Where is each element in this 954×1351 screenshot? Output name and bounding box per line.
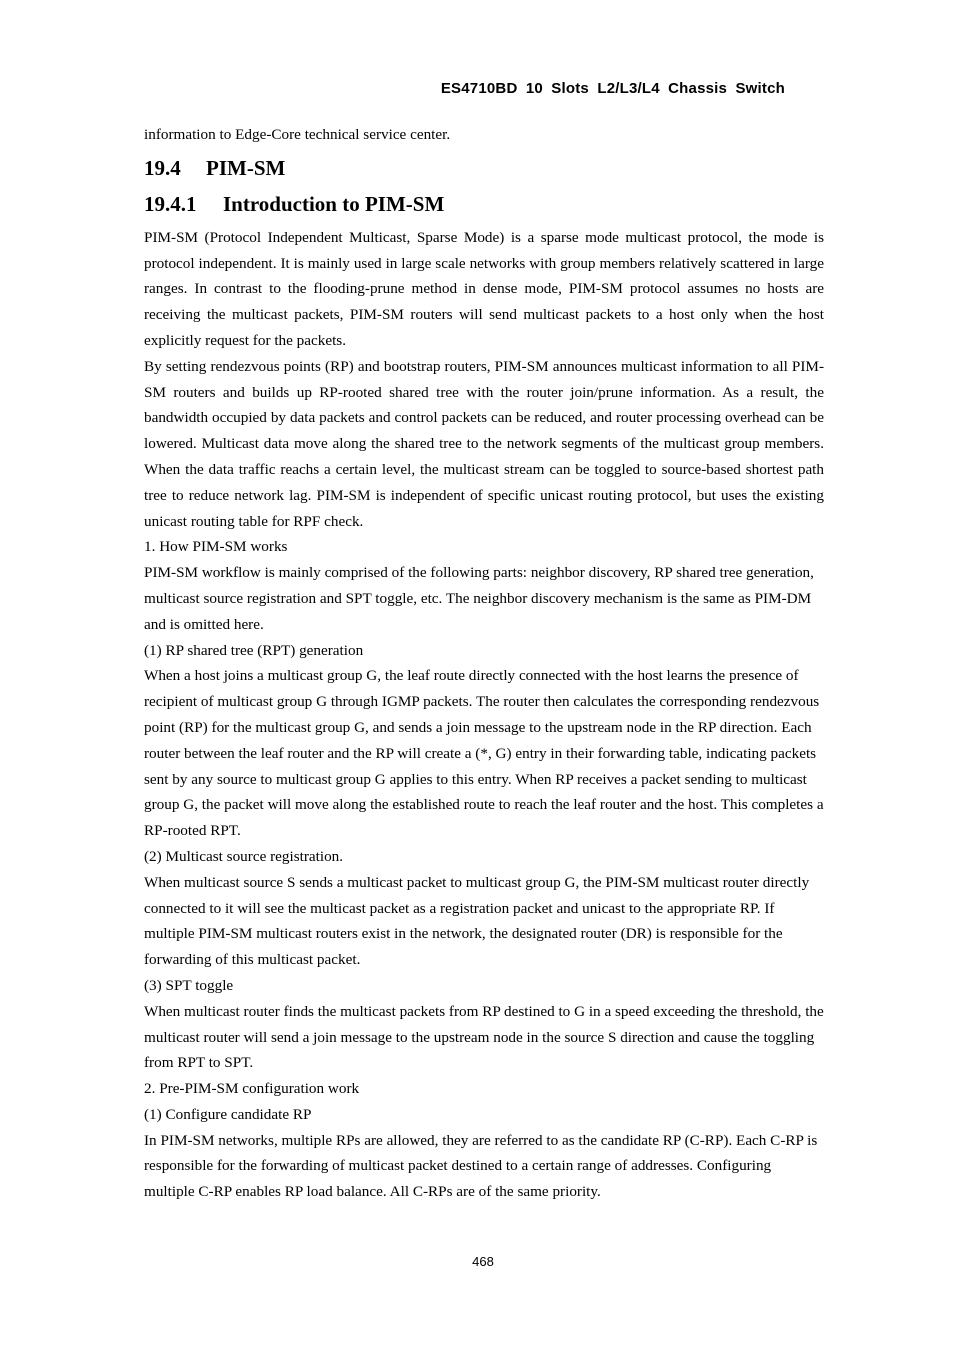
list-heading-candidate-rp: (1) Configure candidate RP (144, 1105, 312, 1123)
paragraph-workflow: PIM-SM workflow is mainly comprised of the following parts: neighbor discovery, RP shared tree generation, multicast source registration and SPT toggle, etc. The neighbor discovery mechanism is the same as PIM-DM and is omitted here. (144, 564, 814, 633)
intro-line: information to Edge-Core technical service center. (144, 126, 451, 143)
paragraph-rpt-generation: When a host joins a multicast group G, the leaf route directly connected with the host learns the presence of recipient of multicast group G through IGMP packets. The router then calculates the corresponding rendezvous point (RP) for the multicast group G, and sends a join message to the upstream node in the RP direction. Each router between the leaf router and the RP will create a (*, G) entry in their forwarding table, indicating packets sent by any source to multicast group G applies to this entry. When RP receives a packet sending to multicast group G, the packet will move along the established route to reach the leaf router and the host. This completes a RP-rooted RPT. (144, 667, 824, 840)
page-header: ES4710BD 10 Slots L2/L3/L4 Chassis Switch (440, 80, 785, 97)
subsection-title: Introduction to PIM-SM (223, 191, 445, 216)
list-heading-spt-toggle: (3) SPT toggle (144, 976, 234, 994)
section-heading (144, 150, 824, 186)
paragraph-pim-sm-definition: PIM-SM (Protocol Independent Multicast, Sparse Mode) is a sparse mode multicast protocol, the mode is protocol independent. It is mainly used in large scale networks with group members relatively scattered in large ranges. In contrast to the flooding-prune method in dense mode, PIM-SM protocol assumes no hosts are receiving the multicast packets, PIM-SM routers will send multicast packets to a host only when the host explicitly request for the packets. (144, 228, 824, 349)
paragraph-spt-toggle: When multicast router finds the multicast packets from RP destined to G in a speed exceeding the threshold, the multicast router will send a join message to the upstream node in the source S direction and cause the toggling from RPT to SPT. (144, 1002, 824, 1072)
subsection-heading (144, 186, 824, 222)
subsection-number: 19.4.1 (144, 191, 197, 216)
list-heading-source-registration: (2) Multicast source registration. (144, 847, 344, 865)
section-title: PIM-SM (206, 155, 286, 180)
list-heading-rpt-generation: (1) RP shared tree (RPT) generation (144, 641, 364, 659)
section-number: 19.4 (144, 155, 181, 180)
page-content (144, 122, 824, 1205)
page-number: 468 (472, 1254, 494, 1269)
paragraph-source-registration: When multicast source S sends a multicast packet to multicast group G, the PIM-SM multicast router directly connected to it will see the multicast packet as a registration packet and unicast to the appropriate RP. If multiple PIM-SM multicast routers exist in the network, the designated router (DR) is responsible for the forwarding of this multicast packet. (144, 873, 810, 969)
list-heading-how-pim-sm-works: 1. How PIM-SM works (144, 538, 288, 556)
paragraph-candidate-rp: In PIM-SM networks, multiple RPs are allowed, they are referred to as the candidate RP (C-RP). Each C-RP is responsible for the forwarding of multicast packet destined to a certain range of addresses. Configuring multiple C-RP enables RP load balance. All C-RPs are of the same priority. (144, 1131, 818, 1201)
paragraph-rp-bootstrap: By setting rendezvous points (RP) and bootstrap routers, PIM-SM announces multicast information to all PIM-SM routers and builds up RP-rooted shared tree with the router join/prune information. As a result, the bandwidth occupied by data packets and control packets can be reduced, and router processing overhead can be lowered. Multicast data move along the shared tree to the network segments of the multicast group members. When the data traffic reachs a certain level, the multicast stream can be toggled to source-based shortest path tree to reduce network lag. PIM-SM is independent of specific unicast routing protocol, but uses the existing unicast routing table for RPF check. (144, 357, 824, 530)
list-heading-pre-configuration: 2. Pre-PIM-SM configuration work (144, 1080, 360, 1098)
